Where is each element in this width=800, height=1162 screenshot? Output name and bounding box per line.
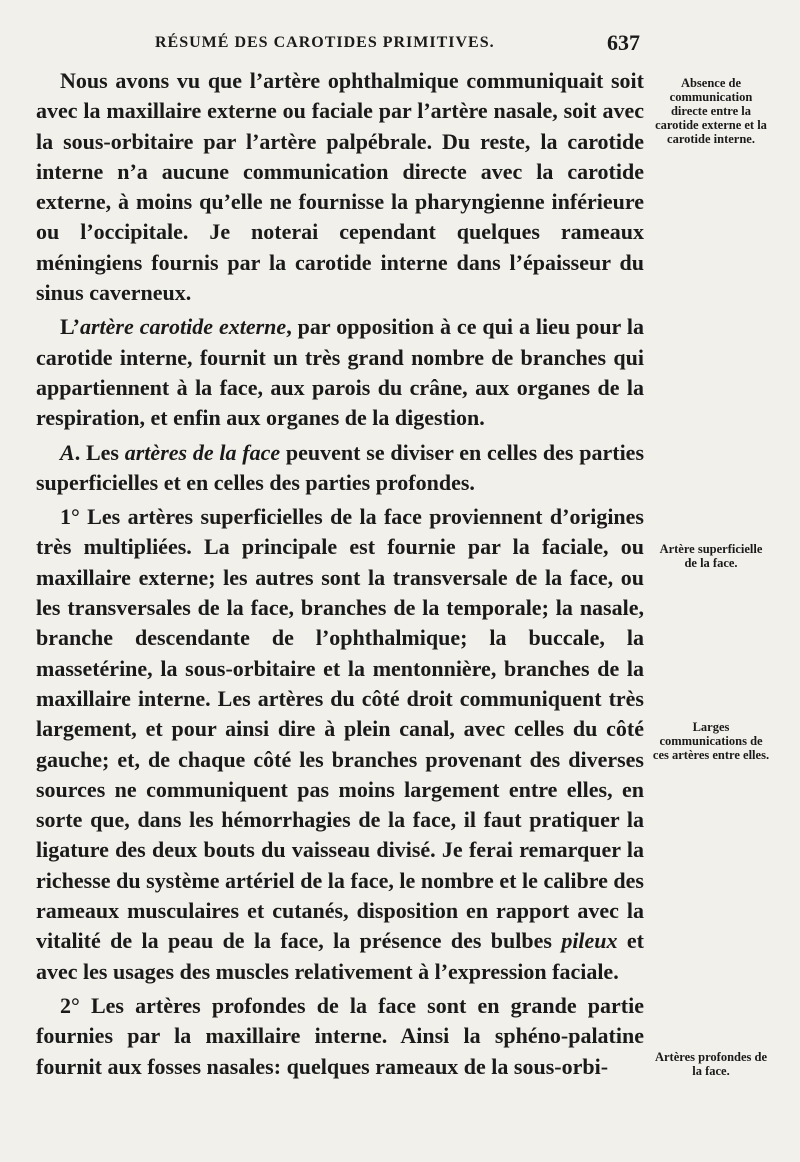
- paragraph-2: L’artère carotide externe, par opposition à ce qui a lieu pour la carotide interne, fournit un très grand nombre de branches qui appartiennent à la face, aux parois du crâne, aux organes de la respiration, et enfin aux organes de la digestion.: [36, 314, 644, 431]
- margin-note-absence-communication: Absence de communication directe entre la carotide externe et la carotide interne.: [655, 76, 767, 146]
- paragraph-1: Nous avons vu que l’artère ophthalmique communiquait soit avec la maxillaire externe ou faciale par l’artère nasale, soit avec la sous-orbitaire par l’artère palpébrale. Du reste, la carotide interne n’a aucune communication directe avec la carotide externe, à moins qu’elle ne fournisse la pharyngienne inférieure ou l’occipitale. Je noterai cependant quelques rameaux méningiens fournis par la carotide interne dans l’épaisseur du sinus caverneux.: [36, 68, 644, 306]
- main-text: [36, 66, 644, 1082]
- page-header: [155, 30, 640, 54]
- margin-note-arteres-profondes: Artères profondes de la face.: [654, 1050, 768, 1078]
- page-number: 637: [607, 30, 640, 55]
- paragraph-3: A. Les artères de la face peuvent se diviser en celles des parties superficielles et en celles des parties profondes.: [36, 439, 645, 495]
- margin-note-larges-communications: Larges communications de ces artères entre elles.: [652, 720, 770, 762]
- margin-note-artere-superficielle: Artère superficielle de la face.: [659, 542, 763, 570]
- paragraph-4: 1° Les artères superficielles de la face proviennent d’origines très multipliées. La principale est fournie par la faciale, ou maxillaire externe; les autres sont la transversale de la face, ou les transversales de la face, branches de la temporale; la nasale, branche descendante de l’ophthalmique; la buccale, la massetérine, la sous-orbitaire et la mentonnière, branches de la maxillaire interne. Les artères du côté droit communiquent très largement, et pour ainsi dire à plein canal, avec celles du côté gauche; et, de chaque côté les branches provenant des diverses sources ne communiquent pas moins largement entre elles, en sorte que, dans les hémorrhagies de la face, il faut pratiquer la ligature des deux bouts du vaisseau divisé. Je ferai remarquer la richesse du système artériel de la face, le nombre et le calibre des rameaux musculaires et cutanés, disposition en rapport avec la vitalité de la peau de la face, la présence des bulbes pileux et avec les usages des muscles relativement à l’expression faciale.: [36, 504, 645, 984]
- paragraph-5: 2° Les artères profondes de la face sont en grande partie fournies par la maxillaire interne. Ainsi la sphéno-palatine fournit aux fosses nasales: quelques rameaux de la sous-orbi-: [36, 992, 644, 1079]
- running-title: RÉSUMÉ DES CAROTIDES PRIMITIVES.: [155, 34, 495, 51]
